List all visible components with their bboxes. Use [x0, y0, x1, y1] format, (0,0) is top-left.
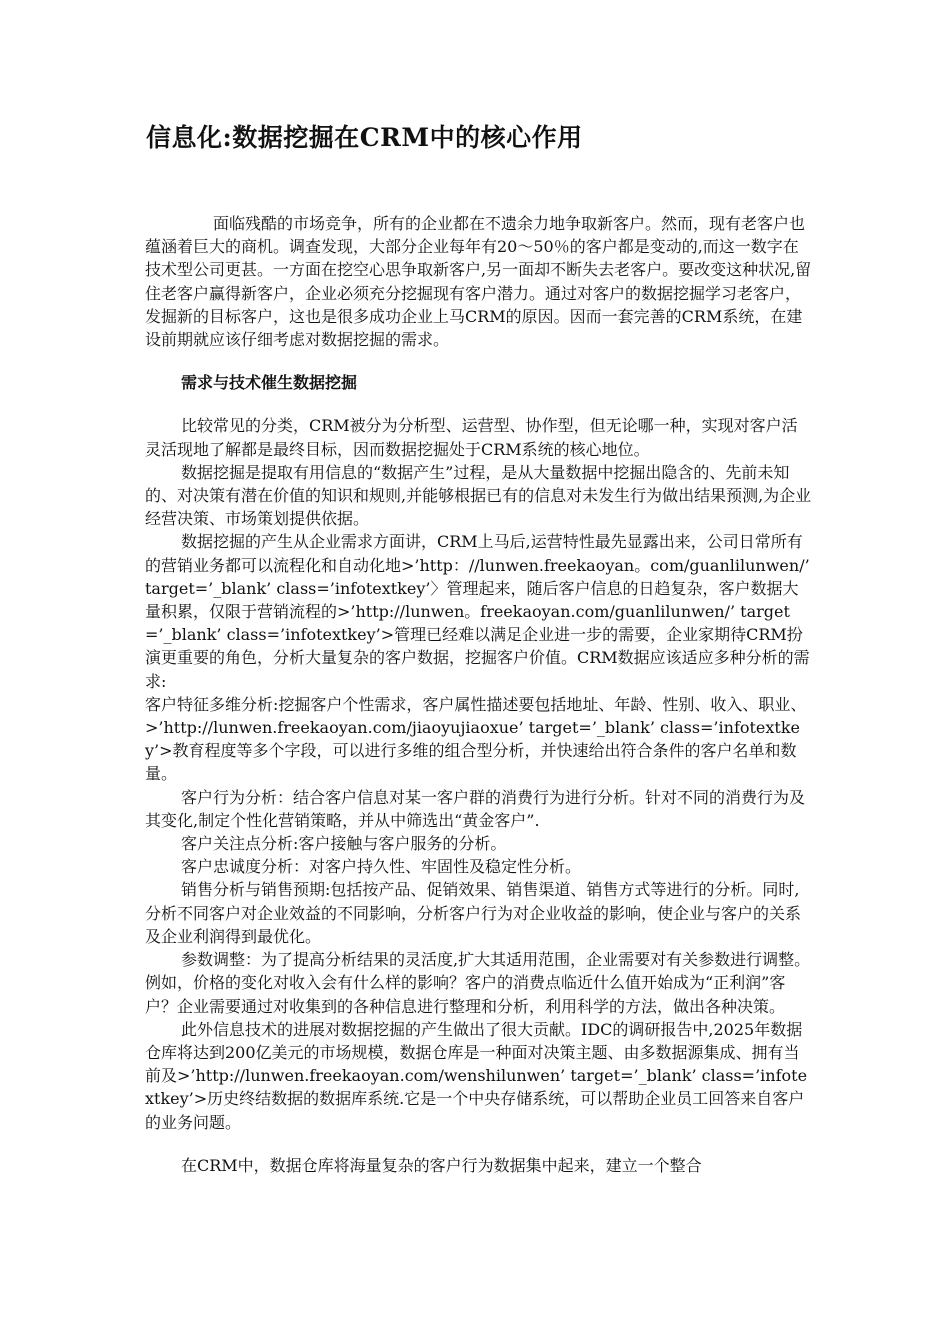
section-heading: 需求与技术催生数据挖掘: [181, 373, 358, 393]
body-paragraph: 数据挖掘的产生从企业需求方面讲，CRM上马后,运营特性最先显露出来，公司日常所有的营销业务都可以流程化和自动化地>’http：//lunwen.freekaoyan。com/guanlilunwen/’ target=’_blank’ class=’infotextkey’〉管理起来，随后客户信息的日趋复杂，客户数据大量积累，仅限于营销流程的>’http://lunwen。freekaoyan.com/guanlilunwen/’ target=’_blank’ class=’infotextkey’>管理已经难以满足企业进一步的需要，企业家期待CRM扮演更重要的角色，分析大量复杂的客户数据，挖掘客户价值。CRM数据应该适应多种分析的需求:: [145, 532, 810, 691]
body-paragraph: 客户特征多维分析:挖掘客户个性需求，客户属性描述要包括地址、年龄、性别、收入、职业、>’http://lunwen.freekaoyan.com/jiaoyujiaoxue’ target=’_blank’ class=’infotextkey’>教育程度等多个字段，可以进行多维的组合型分析，并快速给出符合条件的客户名单和数量。: [145, 694, 807, 784]
body-paragraph: 客户关注点分析:客户接触与客户服务的分析。: [181, 834, 507, 854]
document-body: [145, 212, 813, 1177]
body-paragraph: 客户行为分析：结合客户信息对某一客户群的消费行为进行分析。针对不同的消费行为及其变化,制定个性化营销策略，并从中筛选出“黄金客户”.: [145, 787, 806, 830]
body-paragraph: 在CRM中，数据仓库将海量复杂的客户行为数据集中起来，建立一个整合: [181, 1155, 702, 1175]
body-paragraph: 客户忠诚度分析：对客户持久性、牢固性及稳定性分析。: [181, 857, 582, 877]
body-paragraph: 销售分析与销售预期:包括按产品、促销效果、销售渠道、销售方式等进行的分析。同时,分析不同客户对企业效益的不同影响，分析客户行为对企业收益的影响，使企业与客户的关系及企业利润得到最优化。: [145, 880, 802, 946]
body-paragraph: 此外信息技术的进展对数据挖掘的产生做出了很大贡献。IDC的调研报告中,2025年数据仓库将达到200亿美元的市场规模，数据仓库是一种面对决策主题、由多数据源集成、拥有当前及>’http://lunwen.freekaoyan.com/wenshilunwen’ target=’_blank’ class=’infotextkey’>历史终结数据的数据库系统.它是一个中央存储系统，可以帮助企业员工回答来自客户的业务问题。: [145, 1019, 808, 1132]
body-paragraph: 数据挖掘是提取有用信息的“数据产生”过程，是从大量数据中挖掘出隐含的、先前未知的、对决策有潜在价值的知识和规则,并能够根据已有的信息对未发生行为做出结果预测,为企业经营决策、市场策划提供依据。: [145, 462, 812, 529]
body-paragraph: 比较常见的分类，CRM被分为分析型、运营型、协作型，但无论哪一种，实现对客户活灵活现地了解都是最终目标，因而数据挖掘处于CRM系统的核心地位。: [145, 416, 798, 459]
document-title: 信息化:数据挖掘在CRM中的核心作用: [146, 123, 583, 152]
intro-paragraph: 面临残酷的市场竞争，所有的企业都在不遗余力地争取新客户。然而，现有老客户也蕴涵着巨大的商机。调查发现，大部分企业每年有20～50％的客户都是变动的,而这一数字在技术型公司更甚。一方面在挖空心思争取新客户,另一面却不断失去老客户。要改变这种状况,留住老客户赢得新客户，企业必须充分挖掘现有客户潜力。通过对客户的数据挖掘学习老客户，发掘新的目标客户，这也是很多成功企业上马CRM的原因。因而一套完善的CRM系统，在建设前期就应该仔细考虑对数据挖掘的需求。: [145, 214, 812, 350]
body-paragraph: 参数调整：为了提高分析结果的灵活度,扩大其适用范围，企业需要对有关参数进行调整。例如，价格的变化对收入会有什么样的影响？客户的消费点临近什么值开始成为“正利润”客户？企业需要通过对收集到的各种信息进行整理和分析，利用科学的方法，做出各种决策。: [145, 950, 811, 1016]
